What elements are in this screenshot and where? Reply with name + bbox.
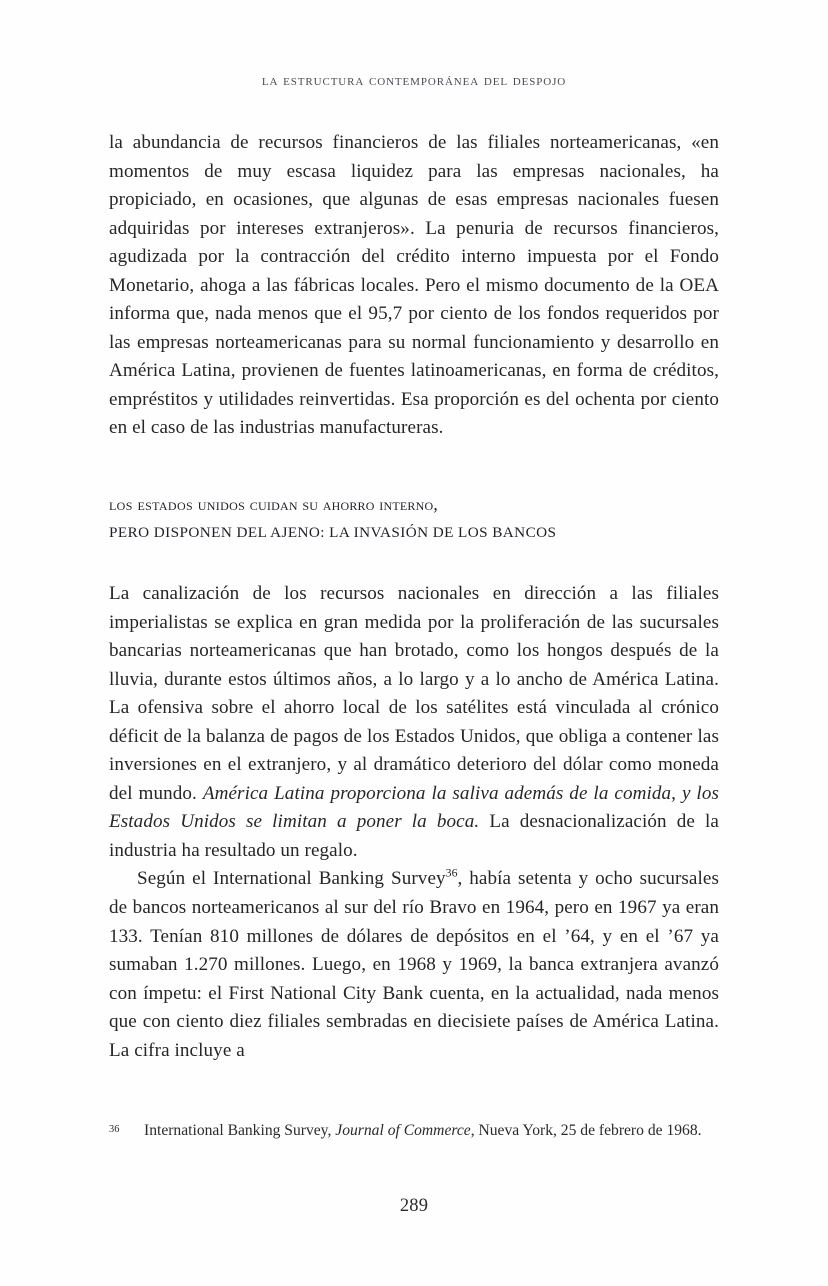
footnote-number: 36 [109, 1124, 120, 1135]
spacer-after-heading [109, 546, 719, 580]
paragraph-3-text-before-footnote: Según el International Banking Survey [137, 868, 446, 890]
page-number: 289 [399, 1196, 429, 1216]
footnote-source-title: Journal of Commerce [335, 1122, 471, 1139]
paragraph-3 [109, 865, 719, 1065]
footnote-block [109, 1118, 719, 1144]
paragraph-2 [109, 580, 719, 865]
footnote-reference-marker[interactable]: 36 [445, 866, 458, 881]
section-heading-line-1 [109, 489, 719, 519]
text-block [109, 129, 719, 1065]
spacer-before-heading [109, 443, 719, 489]
paragraph-3-text-after-footnote: , había setenta y ocho sucursales de bancos norteamericanos al sur del río Bravo en 1964, pero en 1967 ya eran 133. Tenían 810 millones de dólares de depósitos en el ’64, y en el ’67 ya sumaban 1.270 millones. Luego, en 1968 y 1969, la banca extranjera avanzó con ímpetu: el First National City Bank cuenta, en la actualidad, nada menos que con ciento diez filiales sembradas en diecisiete países de América Latina. La cifra incluye a [109, 868, 720, 1061]
footnote-text [144, 1118, 719, 1144]
footnote-text-part-2: , Nueva York, 25 de febrero de 1968. [470, 1122, 702, 1139]
paragraph-2-text-after-italic: La desnacionalización de la industria ha resultado un regalo. [109, 811, 719, 861]
paragraph-continuation: la abundancia de recursos financieros de las filiales norteamericanas, «en momentos de muy escasa liquidez para las empresas nacionales, ha propiciado, en ocasiones, que algunas de esas empresas nacionales fuesen adquiridas por intereses extranjeros». La penuria de recursos financieros, agudizada por la contracción del crédito interno impuesta por el Fondo Monetario, ahoga a las fábricas locales. Pero el mismo documento de la OEA informa que, nada menos que el 95,7 por ciento de los fondos requeridos por las empresas norteamericanas para su normal funcionamiento y desarrollo en América Latina, provienen de fuentes latinoamericanas, en forma de créditos, empréstitos y utilidades reinvertidas. Esa proporción es del ochenta por ciento en el caso de las industrias manufactureras. [109, 132, 719, 439]
section-heading-line-2: PERO DISPONEN DEL AJENO: LA INVASIÓN DE LOS BANCOS [109, 524, 557, 542]
footnote-entry [109, 1118, 719, 1144]
running-head: la estructura contemporánea del despojo [261, 72, 567, 89]
section-heading-rest: cuidan su ahorro interno, [245, 494, 439, 515]
paragraph-2-text-before-italic: La canalización de los recursos nacionales en dirección a las filiales imperialistas se explica en gran medida por la proliferación de las sucursales bancarias norteamericanas que han brotado, como los hongos después de la lluvia, durante estos últimos años, a lo largo y a lo ancho de América Latina. La ofensiva sobre el ahorro local de los satélites está vinculada al crónico déficit de la balanza de pagos de los Estados Unidos, que obliga a contener las inversiones en el extranjero, y al dramático deterioro del dólar como moneda del mundo. [109, 583, 719, 804]
paragraph-2-italic-quote: América Latina proporciona la saliva además de la comida, y los Estados Unidos se limitan a poner la boca. [109, 782, 719, 833]
section-heading-lead: los estados unidos [109, 494, 246, 515]
section-heading [109, 489, 719, 546]
footnote-text-part-1: International Banking Survey, [144, 1122, 336, 1139]
